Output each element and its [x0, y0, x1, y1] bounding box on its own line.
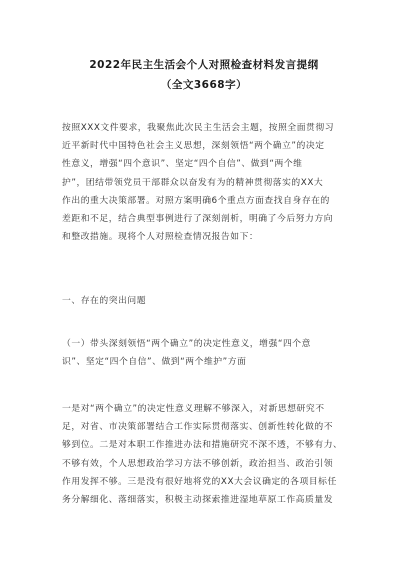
intro-paragraph	[62, 119, 352, 246]
paragraph-line: 和整改措施。现将个人对照检查情况报告如下：	[62, 232, 259, 243]
paragraph-line: 务分解细化、落细落实，积极主动探索推进湿地草原工作高质量发	[62, 494, 334, 505]
section-heading	[62, 292, 352, 310]
paragraph-line: 性意义，增强“四个意识”、坚定“四个自信”、做到“两个维	[62, 159, 303, 170]
paragraph-line: 识”、坚定“四个自信”、做到“两个维护”方面	[62, 357, 247, 368]
paragraph-line: （一）带头深刻领悟“两个确立”的决定性意义，增强“四个意	[62, 339, 311, 349]
document-title: 2022年民主生活会个人对照检查材料发言提纲	[89, 59, 319, 71]
paragraph-line: 差距和不足，结合典型事例进行了深刻剖析，明确了今后努力方向	[62, 213, 334, 224]
paragraph-line: 一是对“两个确立”的决定性意义理解不够深入，对新思想研究不	[62, 404, 325, 414]
paragraph-line: 足，对省、市决策部署结合工作实际贯彻落实、创新性转化做的不	[62, 422, 334, 433]
paragraph-line: 近平新时代中国特色社会主义思想，深刻领悟“两个确立”的决定	[62, 141, 325, 152]
paragraph-line: 不够有效，个人思想政治学习方法不够创新，政治担当、政治引领	[62, 458, 334, 469]
paragraph-line: 作出的重大决策部署。对照方案明确6个重点方面查找自身存在的	[62, 195, 330, 206]
body-paragraph	[62, 400, 352, 509]
subsection-heading	[62, 335, 352, 371]
section-heading-text: 一、存在的突出问题	[62, 296, 147, 306]
paragraph-line: 够到位。二是对本职工作推进办法和措施研究不深不透，不够有力、	[62, 440, 343, 451]
document-subtitle: （全文3668字）	[160, 79, 248, 91]
paragraph-line: 按照XXX文件要求，我聚焦此次民主生活会主题，按照全面贯彻习	[62, 123, 335, 133]
paragraph-line: 护”，团结带领党员干部群众以奋发有为的精神贯彻落实的XX大	[62, 177, 324, 188]
paragraph-line: 作用发挥不够。三是没有很好地将党的XX大会议确定的各项目标任	[62, 476, 337, 487]
